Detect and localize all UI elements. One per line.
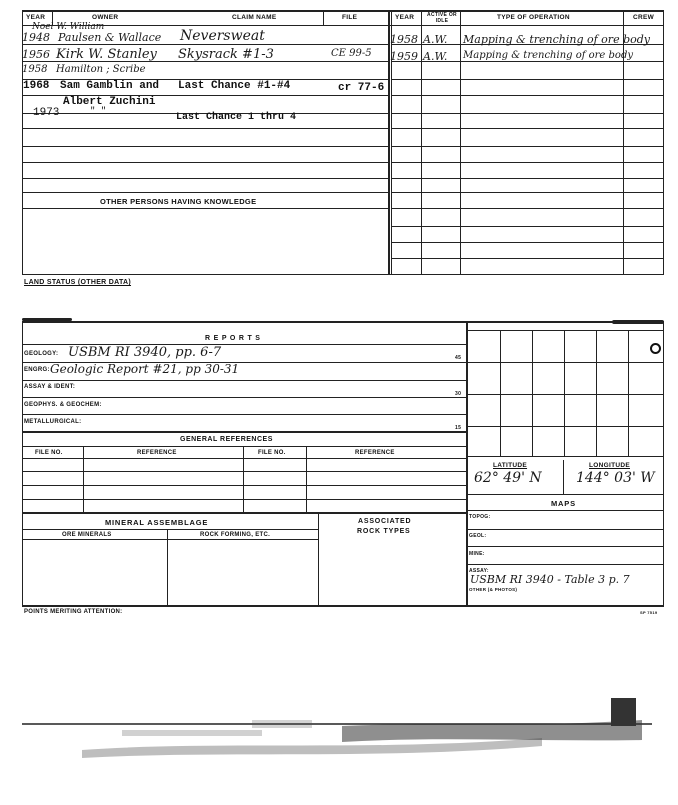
top-border <box>22 10 664 12</box>
row-line <box>22 208 388 209</box>
latitude-value: 62° 49' N <box>474 470 542 486</box>
points-meriting-attention: POINTS MERITING ATTENTION: <box>24 609 123 615</box>
row-line <box>22 512 466 514</box>
owner-row-5-owner: Albert Zuchini <box>63 96 156 108</box>
longitude-label: LONGITUDE <box>589 462 630 469</box>
right-border <box>663 10 664 275</box>
ref-reference: REFERENCE <box>137 450 177 456</box>
latitude-label: LATITUDE <box>493 462 528 469</box>
row-line <box>22 529 318 530</box>
row-line <box>391 146 663 147</box>
general-references-title: GENERAL REFERENCES <box>180 436 273 443</box>
grid-line <box>500 330 501 456</box>
owner-row-1-above: Noel W. William <box>32 22 105 32</box>
row-line <box>22 471 466 472</box>
operation-1-type: Mapping & trenching of ore body <box>463 33 650 46</box>
engrg-value: Geologic Report #21, pp 30-31 <box>50 362 240 376</box>
assay-label: ASSAY & IDENT: <box>24 384 76 390</box>
header-year-2: YEAR <box>395 14 415 21</box>
row-line <box>22 397 466 398</box>
row-line <box>391 162 663 163</box>
row-line <box>391 113 663 114</box>
col-divider <box>243 446 244 512</box>
owner-row-6-year: 1973 <box>33 107 60 119</box>
associated-label: ASSOCIATED <box>358 518 412 525</box>
owner-row-2-file: CE 99-5 <box>331 48 372 59</box>
row-line <box>391 95 663 96</box>
owner-row-3-owner: Hamilton ; Scribe <box>56 64 146 75</box>
reports-top <box>22 321 664 323</box>
col-divider <box>323 10 324 25</box>
header-rule <box>22 25 664 26</box>
right-border-lower <box>663 321 664 605</box>
num-45: 45 <box>455 355 462 361</box>
row-line <box>22 431 466 433</box>
row-line <box>391 79 663 80</box>
owner-row-6-owner: " " <box>90 106 107 116</box>
num-15: 15 <box>455 425 462 431</box>
row-line <box>466 546 663 547</box>
row-line <box>391 242 663 243</box>
row-line <box>22 380 466 381</box>
col-divider <box>167 529 168 605</box>
mineral-assemblage-title: MINERAL ASSEMBLAGE <box>105 518 209 527</box>
geophys-label: GEOPHYS. & GEOCHEM: <box>24 402 102 408</box>
col-divider <box>318 512 319 605</box>
row-line <box>391 128 663 129</box>
land-status-label: LAND STATUS (OTHER DATA) <box>24 279 132 286</box>
col-divider <box>421 10 422 274</box>
row-line <box>22 128 388 129</box>
owner-row-4-file: cr 77-6 <box>338 82 385 94</box>
assay-map-label: ASSAY: <box>469 568 489 574</box>
rock-forming-label: ROCK FORMING, ETC. <box>200 532 271 538</box>
longitude-value: 144° 03' W <box>576 470 655 486</box>
col-divider <box>306 446 307 512</box>
grid-line <box>564 330 565 456</box>
mine-label: MINE: <box>469 551 485 557</box>
header-year: YEAR <box>26 14 46 21</box>
bottom-rule <box>22 605 664 607</box>
other-photos-label: OTHER (& PHOTOS) <box>469 587 518 592</box>
grid-line <box>596 330 597 456</box>
geol-label: GEOL: <box>469 533 487 539</box>
land-status-rule <box>22 274 664 275</box>
owner-row-4-year: 1968 <box>23 80 50 92</box>
left-border-lower <box>22 321 23 605</box>
owner-row-1-owner: Paulsen & Wallace <box>58 31 162 44</box>
row-line <box>466 510 663 511</box>
row-line <box>466 529 663 530</box>
owner-row-1-year: 1948 <box>22 31 50 44</box>
col-divider <box>83 446 84 512</box>
location-divider <box>466 321 468 605</box>
row-line <box>466 494 663 495</box>
row-line <box>22 414 466 415</box>
grid-line <box>532 330 533 456</box>
grid-line <box>466 394 663 395</box>
grid-line <box>466 426 663 427</box>
row-line <box>22 446 466 447</box>
row-line <box>466 564 663 565</box>
grid-line <box>466 330 663 331</box>
assay-map-value: USBM RI 3940 - Table 3 p. 7 <box>470 573 630 586</box>
owner-row-6-claim: Last Chance 1 thru 4 <box>176 112 297 123</box>
form-code: SP 7519 <box>640 610 658 615</box>
scan-artifact <box>22 680 664 780</box>
ref-file-no: FILE NO. <box>35 450 63 456</box>
grid-line <box>466 362 663 363</box>
ref-file-no-2: FILE NO. <box>258 450 286 456</box>
row-line <box>391 178 663 179</box>
geology-value: USBM RI 3940, pp. 6-7 <box>68 345 222 360</box>
geology-label: GEOLOGY: <box>24 351 59 357</box>
engrg-label: ENGRG: <box>24 367 50 373</box>
row-line <box>22 44 388 45</box>
other-persons-label: OTHER PERSONS HAVING KNOWLEDGE <box>100 197 257 206</box>
row-line <box>22 178 388 179</box>
row-line <box>22 162 388 163</box>
row-line <box>22 192 388 193</box>
owner-row-4-claim: Last Chance #1-#4 <box>178 80 291 92</box>
topog-label: TOPOG: <box>469 514 491 520</box>
header-owner: OWNER <box>92 14 119 21</box>
row-line <box>22 458 466 459</box>
col-divider <box>460 10 461 274</box>
header-claim-name: CLAIM NAME <box>232 14 277 21</box>
owner-row-1-claim: Neversweat <box>180 28 265 44</box>
operation-1-status: A.W. <box>423 33 448 46</box>
row-line <box>22 146 388 147</box>
row-line <box>391 226 663 227</box>
owner-row-4-owner: Sam Gamblin and <box>60 80 160 92</box>
operation-2-year: 1959 <box>390 50 418 63</box>
owner-row-2-owner: Kirk W. Stanley <box>56 47 157 62</box>
operation-2-status: A.W. <box>423 50 448 63</box>
owner-row-2-year: 1956 <box>22 48 50 61</box>
col-divider <box>563 460 564 494</box>
num-30: 30 <box>455 391 462 397</box>
header-active-idle: ACTIVE OR IDLE <box>427 12 457 24</box>
owner-row-2-claim: Skysrack #1-3 <box>178 47 274 62</box>
header-crew: CREW <box>633 14 655 21</box>
reports-title: R E P O R T S <box>205 335 261 342</box>
grid-line <box>466 456 663 457</box>
operation-1-year: 1958 <box>390 33 418 46</box>
circle-mark-icon <box>650 343 661 354</box>
operation-2-type: Mapping & trenching of ore body <box>463 50 633 61</box>
row-line <box>22 539 318 540</box>
row-line <box>22 499 466 500</box>
maps-label: MAPS <box>551 499 576 508</box>
row-line <box>391 192 663 193</box>
owner-row-3-year: 1958 <box>22 64 48 75</box>
metallurgical-label: METALLURGICAL: <box>24 419 82 425</box>
grid-line <box>628 330 629 456</box>
row-line <box>22 485 466 486</box>
rock-types-label: ROCK TYPES <box>357 528 411 535</box>
ore-minerals-label: ORE MINERALS <box>62 532 112 538</box>
header-file: FILE <box>342 14 358 21</box>
row-line <box>391 258 663 259</box>
ref-reference-2: REFERENCE <box>355 450 395 456</box>
row-line <box>391 208 663 209</box>
header-type-of-operation: TYPE OF OPERATION <box>497 14 570 21</box>
